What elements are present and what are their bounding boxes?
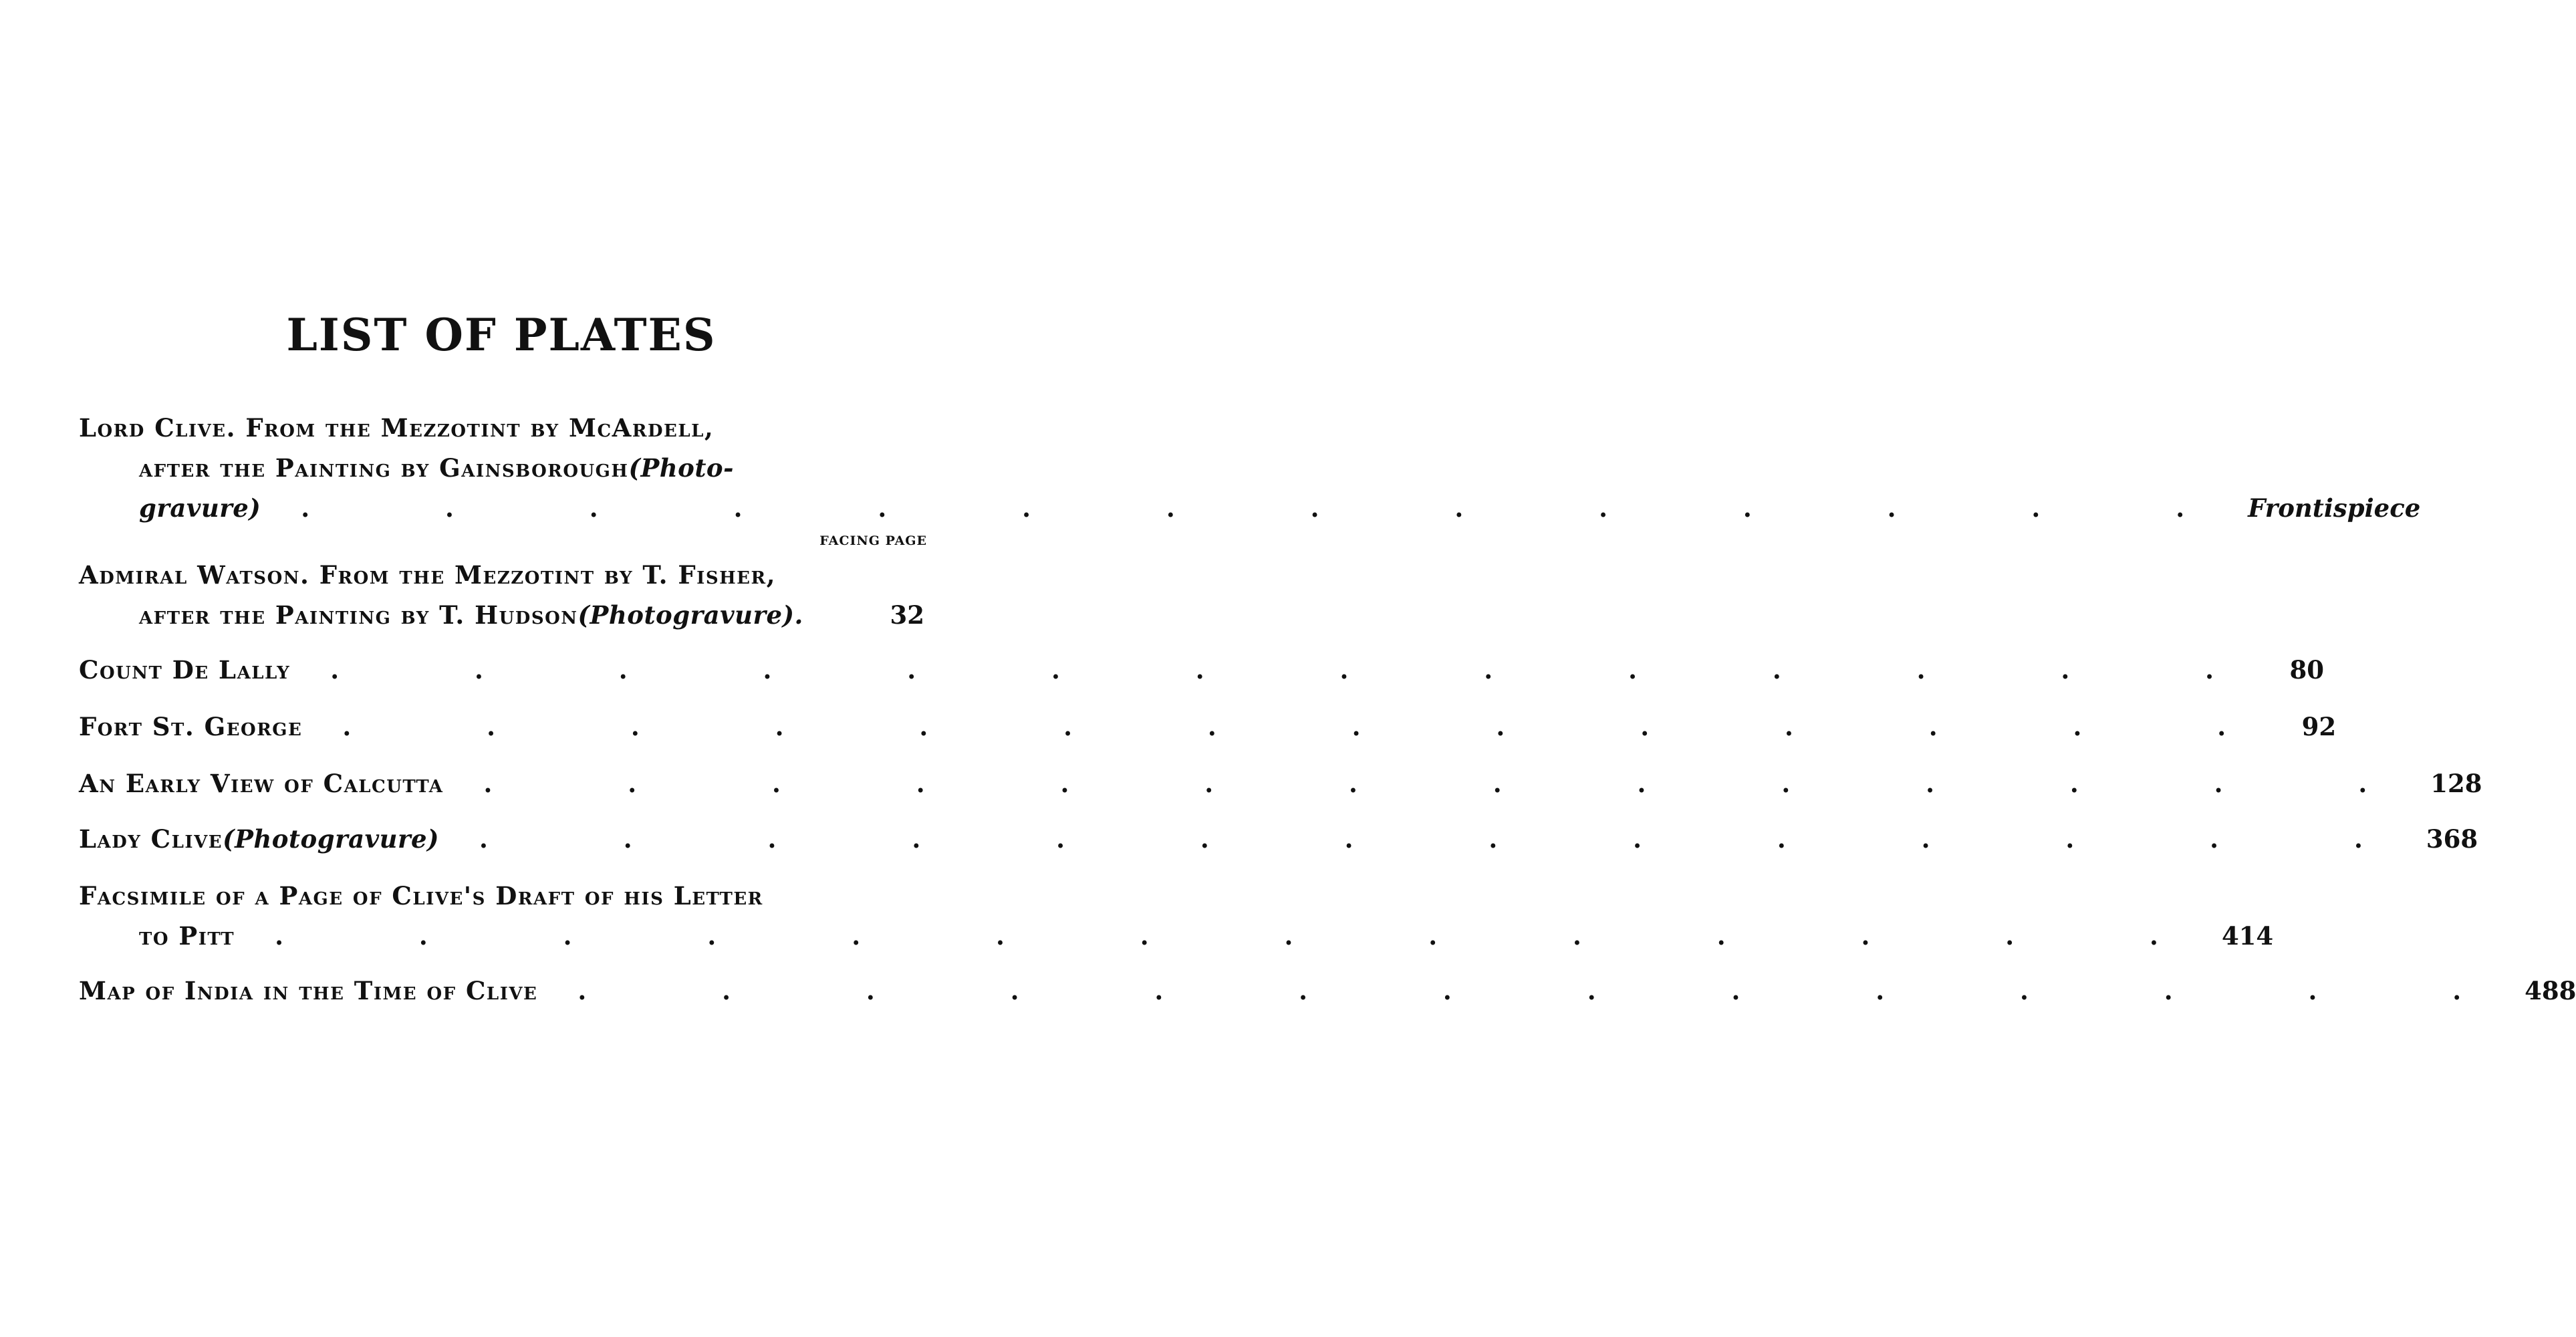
dot-leader: . . . . . . . . . . . . . . <box>275 921 2222 951</box>
entry-subtitle: after the Painting by Gainsborough <box>139 453 629 483</box>
dot-leader: . . . . . . . . . . . . . . <box>301 493 2248 523</box>
plate-entry-facsimile <box>79 876 2274 956</box>
page-number: Frontispiece <box>2248 493 2421 523</box>
entry-line <box>79 763 2482 804</box>
plate-entry-map-of-india <box>79 971 2576 1011</box>
entry-process: (Photogravure). <box>577 600 803 630</box>
entry-subtitle: after the Painting by T. Hudson <box>139 600 578 630</box>
entry-subtitle: to Pitt <box>139 921 235 951</box>
plate-entry-fort-st-george <box>79 707 2337 747</box>
plate-entry-lady-clive <box>79 819 2478 859</box>
entry-title: Lord Clive. From the Mezzotint by McArdell, <box>79 413 715 443</box>
page-number: 80 <box>2289 655 2324 685</box>
plate-entry-lord-clive <box>79 408 2421 528</box>
entry-line <box>79 408 924 448</box>
entry-line <box>79 488 2421 528</box>
entry-process-cont: gravure) <box>139 493 261 523</box>
entry-process: (Photo- <box>628 453 734 483</box>
entry-title: Map of India in the Time of Clive <box>79 976 538 1005</box>
page-number: 414 <box>2221 921 2274 951</box>
entry-line <box>79 595 924 635</box>
page-title: LIST OF PLATES <box>286 309 717 361</box>
entry-title: Admiral Watson. From the Mezzotint by T. Fisher, <box>79 560 776 590</box>
dot-leader: . . . . . . . . . . . . . . <box>342 712 2290 741</box>
entry-line <box>79 876 924 916</box>
entry-line <box>79 555 924 595</box>
entry-line <box>79 916 2274 956</box>
page-number: 368 <box>2426 824 2478 854</box>
dot-leader: . . . . . . . . . . . . . . <box>577 976 2525 1005</box>
dot-leader: . . . . . . . . . . . . . . <box>483 769 2431 798</box>
entry-line <box>79 819 2478 859</box>
entry-line <box>79 448 924 488</box>
dot-leader: . . . . . . . . . . . . . . <box>479 824 2426 854</box>
entry-line <box>79 707 2337 747</box>
plate-entry-calcutta <box>79 763 2482 804</box>
entry-process: (Photogravure) <box>223 824 440 854</box>
facing-page-label: FACING PAGE <box>819 533 927 548</box>
page-number: 488 <box>2525 976 2576 1005</box>
dot-leader: . . . . . . . . . . . . . . <box>330 655 2277 685</box>
page-number: 128 <box>2430 769 2482 798</box>
entry-title: Facsimile of a Page of Clive's Draft of his Letter <box>79 881 763 910</box>
page-number: 92 <box>2301 712 2337 741</box>
entry-title: An Early View of Calcutta <box>79 769 444 798</box>
entry-title: Fort St. George <box>79 712 303 741</box>
page-number: 32 <box>890 600 924 630</box>
entry-title: Lady Clive <box>79 824 223 854</box>
entry-title: Count De Lally <box>79 655 291 685</box>
plate-entry-count-de-lally <box>79 650 2324 690</box>
entry-line <box>79 971 2576 1011</box>
entry-line <box>79 650 2324 690</box>
plate-entry-admiral-watson <box>79 555 924 635</box>
